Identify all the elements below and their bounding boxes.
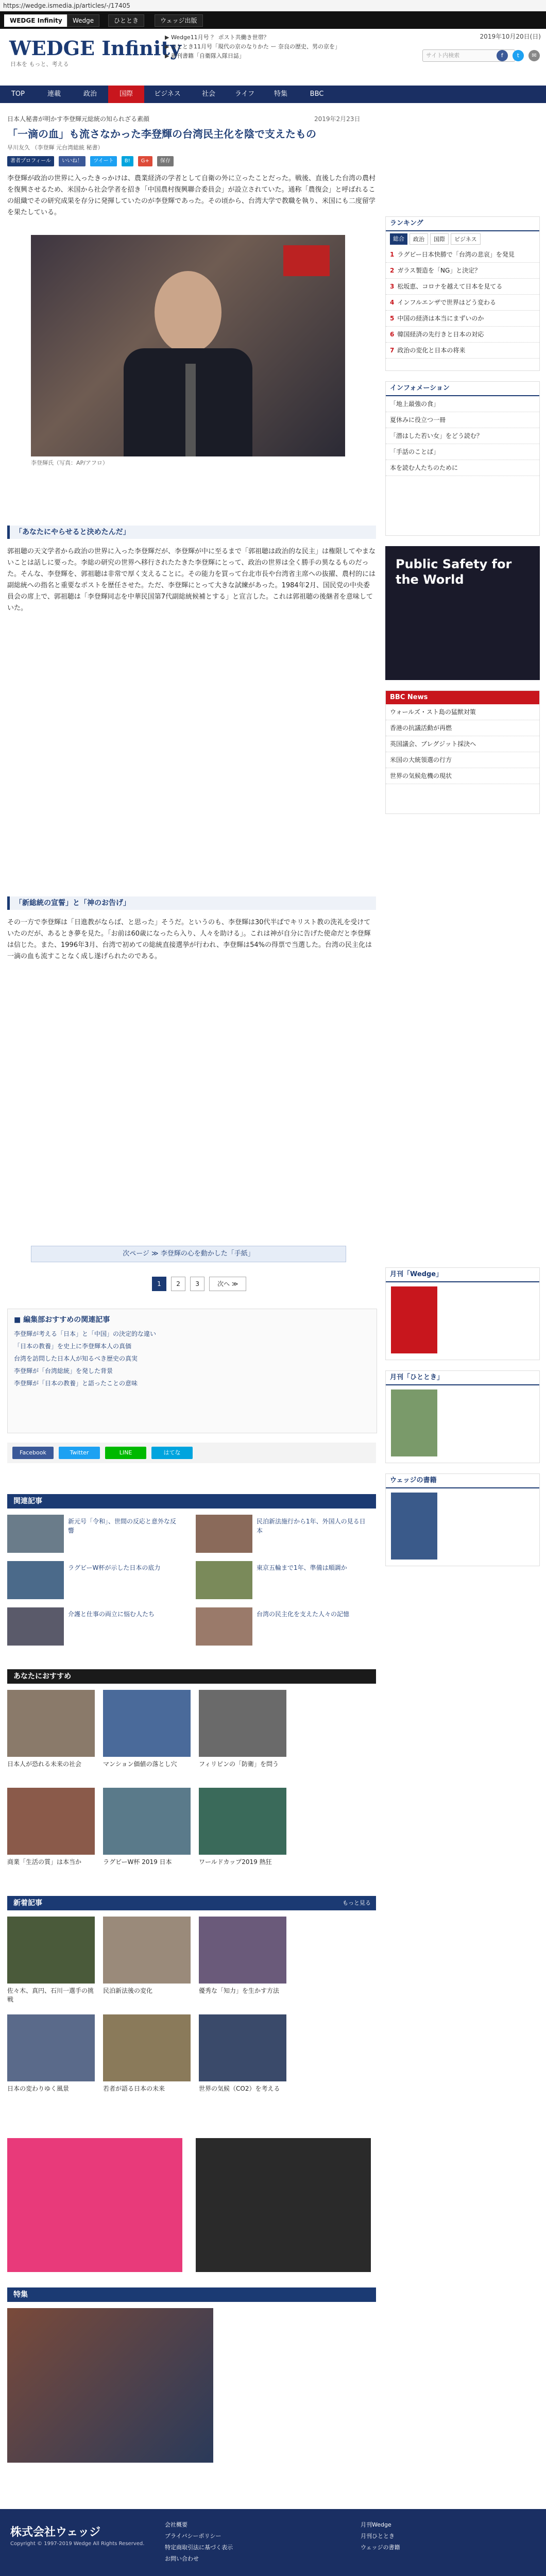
new-card[interactable] (7, 1917, 95, 2004)
ranking-tab[interactable]: 総合 (390, 233, 407, 245)
info-item[interactable]: 「地上最強の食」 (386, 396, 539, 412)
card-title: 優秀な「知力」を生かす方法 (199, 1987, 280, 1994)
nav-bbc[interactable]: BBC (310, 90, 324, 98)
card-title: マンション価値の落とし穴 (103, 1760, 177, 1768)
related-links-title: ■ 編集部おすすめの関連記事 (14, 1316, 110, 1324)
card-thumb (7, 1515, 64, 1553)
header-news-item[interactable]: ▶ ひととき11月号「現代の京のなりかた ー 奈良の歴史、男の京を」 (165, 43, 340, 50)
global-nav (0, 86, 546, 103)
article-series[interactable]: 日本人秘書が明かす李登輝元総統の知られざる素顔 (7, 115, 150, 123)
card-image (103, 1788, 191, 1855)
monthly-wedge-box (385, 1267, 540, 1360)
tab-wedge-books[interactable]: ウェッジ出版 (155, 14, 203, 27)
section-heading: 「あなたにやらせると決めたんだ」 (7, 526, 376, 539)
recommend-card[interactable] (199, 1788, 286, 1867)
recommend-card[interactable] (199, 1690, 286, 1769)
card-title: 台湾の民主化を支えた人々の記憶 (257, 1611, 350, 1618)
microphone (185, 364, 196, 456)
related-link[interactable]: 「日本の教養」を史上に李登輝本人の真価 (14, 1343, 132, 1350)
card-title: 東京五輪まで1年、準備は順調か (257, 1564, 347, 1571)
book-cover[interactable] (391, 1493, 437, 1560)
hitotoki-title: 月刊「ひととき」 (386, 1371, 539, 1385)
related-link[interactable]: 李登輝が「日本の教養」と語ったことの意味 (14, 1380, 138, 1387)
card-title: ワールドカップ2019 熱狂 (199, 1858, 272, 1866)
card-image (7, 1917, 95, 1984)
search-input[interactable]: サイト内検索 (422, 49, 515, 62)
hitotoki-box (385, 1370, 540, 1463)
page-2[interactable]: 2 (171, 1277, 185, 1291)
nav-business[interactable]: ビジネス (154, 90, 181, 98)
card-title: 介護と仕事の両立に悩む人たち (68, 1611, 155, 1618)
recommend-card[interactable] (7, 1788, 95, 1867)
footer-link[interactable]: お問い合わせ (165, 2555, 199, 2562)
ranking-item[interactable]: 6 韓国経済の先行きと日本の対応 (386, 327, 539, 343)
nav-international[interactable]: 国際 (108, 86, 144, 103)
bbc-box (385, 690, 540, 814)
card-image (199, 2014, 286, 2081)
nav-series[interactable]: 連載 (47, 90, 61, 98)
site-footer (0, 2509, 546, 2576)
ranking-item[interactable]: 4 インフルエンザで世界はどう変わる (386, 295, 539, 311)
page-1[interactable]: 1 (152, 1277, 166, 1291)
gplus-button[interactable]: G+ (138, 156, 152, 166)
monthly-title: 月刊「Wedge」 (386, 1268, 539, 1282)
site-tagline: 日本を もっと、考える (10, 61, 69, 67)
related-card[interactable] (196, 1561, 371, 1602)
share-buttons (7, 155, 176, 166)
related-link[interactable]: 台湾を訪問した日本人が知るべき歴史の真実 (14, 1355, 138, 1362)
hatena-share[interactable]: はてな (151, 1447, 193, 1459)
header-news-item[interactable]: ▶ 新刊書籍「自衛隊入隊日誌」 (165, 53, 245, 59)
page-next[interactable]: 次へ ≫ (209, 1277, 246, 1291)
card-image (199, 1788, 286, 1855)
new-card[interactable] (199, 2014, 286, 2093)
site-header (0, 29, 546, 86)
card-thumb (196, 1561, 252, 1599)
ranking-item[interactable]: 7 政治の変化と日本の将来 (386, 343, 539, 359)
ad-banner[interactable] (7, 2138, 182, 2272)
header-social (494, 49, 540, 61)
nav-politics[interactable]: 政治 (83, 90, 97, 98)
card-title: 民泊新法後の変化 (103, 1987, 153, 1994)
special-image[interactable] (7, 2308, 213, 2463)
books-box (385, 1473, 540, 1566)
article-date: 2019年2月23日 (314, 115, 361, 123)
heading-label: あなたにおすすめ (13, 1672, 72, 1681)
recommend-card[interactable] (103, 1788, 191, 1867)
ranking-item[interactable]: 1 ラグビー日本快勝で「台湾の悲哀」を発見 (386, 247, 539, 263)
heading-label: 特集 (13, 2291, 28, 2299)
facebook-icon[interactable]: f (497, 50, 508, 61)
card-title: 新元号「令和」、世間の反応と意外な反響 (68, 1518, 177, 1534)
tweet-button[interactable]: ツイート (90, 156, 117, 166)
card-image (103, 2014, 191, 2081)
profile-button[interactable]: 著者プロフィール (7, 156, 54, 166)
footer-logo[interactable]: 株式会社ウェッジ (10, 2526, 101, 2539)
bbc-title: BBC News (386, 691, 539, 704)
section-body: その一方で李登輝は「日進教がならば、と思った」そうだ。というのも、李登輝は30代半ばでキリスト教の洗礼を受けていたのだが、あるとき夢を見た。「お前は60歳になったら入り、人々を助ける」。これは神が自分に告げた使命だと李登輝は信じた。また、1996年3月、台湾で初めての総統直接選挙が行われ、李登輝は54%の得票で当選した。台湾の民主化は一滴の血も流すことなく成し遂げられたのである。 (7, 919, 372, 960)
save-button[interactable]: 保存 (157, 156, 174, 166)
card-image (103, 1690, 191, 1757)
more-link[interactable]: もっと見る (343, 1900, 371, 1906)
bbc-item[interactable]: ウォールズ・スト島の猛獣対策 (386, 704, 539, 720)
ranking-box (385, 216, 540, 371)
nav-special[interactable]: 特集 (274, 90, 287, 98)
footer-links (165, 2519, 233, 2565)
sidebar-ad[interactable] (385, 546, 540, 680)
tab-wedge-infinity[interactable]: WEDGE Infinity (4, 14, 68, 27)
hatena-button[interactable]: B! (122, 156, 133, 166)
footer-link[interactable]: 特定商取引法に基づく表示 (165, 2544, 233, 2551)
heading-label: 新着記事 (13, 1899, 42, 1907)
card-image (7, 1788, 95, 1855)
ranking-title: ランキング (386, 217, 539, 231)
related-articles-heading (7, 1494, 376, 1509)
article-photo (31, 235, 345, 456)
card-thumb (7, 1561, 64, 1599)
section-body: 郭祖聴の天文学者から政治の世界に入った李登輝だが、李登輝が中に至るまで「郭祖聴は政治的な民主」は権限してやまないことは話しに要った。李総の研究の世界へ移行されたたきた李登輝にとって、政治の世界は全く勝手の異なるものだった。そんな、李登輝を、郭祖聴は非常で厚く支えることに。その能力を買って台北市長や台湾省主席への抜擢、農村的には副総統への指名と重要なポストを歴任させた。ただ、李登輝にとって大きな試練があった。1984年2月、国民党の中央委員会の席上で、郭祖聴は「李登輝同志を中華民国第7代副総統候補とする」と宣言した。これは郭祖聴の後継者を意味していた。 (7, 548, 376, 612)
sns-share-bar (7, 1443, 376, 1463)
tab-wedge[interactable]: Wedge (67, 14, 99, 27)
card-image (199, 1690, 286, 1757)
nav-life[interactable]: ライフ (234, 90, 255, 98)
info-item[interactable]: 夏休みに役立つ一冊 (386, 412, 539, 428)
recommend-card[interactable] (103, 1690, 191, 1769)
footer-link[interactable]: 月刊Wedge (361, 2521, 391, 2528)
new-card[interactable] (199, 1917, 286, 1995)
related-card[interactable] (196, 1515, 371, 1556)
mail-icon[interactable]: ✉ (528, 50, 540, 61)
header-news-item[interactable]: ▶ Wedge11月号 ？ ポスト共働き世帯？ (165, 34, 269, 41)
recommend-heading (7, 1669, 376, 1684)
nav-top[interactable]: TOP (11, 90, 25, 98)
ranking-item[interactable]: 5 中国の経済は本当にまずいのか (386, 311, 539, 327)
magazine-cover[interactable] (391, 1389, 437, 1456)
card-title: 世界の気候（CO2）を考える (199, 2085, 280, 2092)
card-title: 民泊新法施行から1年、外国人の見る日本 (257, 1518, 366, 1534)
new-card[interactable] (103, 2014, 191, 2093)
card-title: 佐々木、真円、石川一選手の挑戦 (7, 1987, 94, 2003)
related-card[interactable] (196, 1607, 371, 1649)
recommend-card[interactable] (7, 1690, 95, 1769)
site-logo[interactable]: WEDGE Infinity (9, 37, 181, 60)
site-tabs (0, 11, 546, 29)
line-share[interactable]: LINE (105, 1447, 146, 1459)
info-item[interactable]: 「潜はした若い女」をどう読む？ (386, 428, 539, 444)
twitter-share[interactable]: Twitter (59, 1447, 100, 1459)
facebook-share[interactable]: Facebook (12, 1447, 54, 1459)
article-author[interactable]: 早川友久 （李登輝 元台湾総統 秘書） (7, 144, 104, 151)
header-date: 2019年10月20日(日) (480, 33, 541, 40)
footer-link[interactable]: 月刊ひととき (361, 2533, 395, 2539)
heading-label: 関連記事 (13, 1497, 42, 1505)
related-card[interactable] (7, 1561, 182, 1602)
info-item[interactable]: 本を読む人たちのために (386, 460, 539, 476)
ranking-tab[interactable]: 国際 (430, 233, 449, 245)
url-text: https://wedge.ismedia.jp/articles/-/17405 (3, 2, 130, 9)
related-card[interactable] (7, 1607, 182, 1649)
footer-link[interactable]: プライバシーポリシー (165, 2533, 221, 2539)
magazine-cover[interactable] (391, 1286, 437, 1353)
footer-link[interactable]: 会社概要 (165, 2521, 187, 2528)
related-links-box (7, 1309, 377, 1433)
card-image (7, 2014, 95, 2081)
card-title: 商業「生活の質」は本当か (7, 1858, 82, 1866)
footer-copyright: Copyright © 1997-2019 Wedge All Rights Reserved. (10, 2541, 145, 2547)
new-articles-heading (7, 1896, 376, 1910)
card-title: 若者が語る日本の未来 (103, 2085, 165, 2092)
card-title: 日本人が恐れる未来の社会 (7, 1760, 82, 1768)
bbc-item[interactable]: 英国議会、ブレグジット採決へ (386, 736, 539, 752)
related-link[interactable]: 李登輝が考える「日本」と「中国」の決定的な違い (14, 1330, 157, 1337)
footer-links (361, 2519, 400, 2553)
related-card[interactable] (7, 1515, 182, 1556)
new-card[interactable] (7, 2014, 95, 2093)
card-thumb (196, 1515, 252, 1553)
new-card[interactable] (103, 1917, 191, 1995)
ad-text: Public Safety for the World (396, 557, 512, 587)
card-image (103, 1917, 191, 1984)
flag-shape (283, 245, 330, 276)
bbc-item[interactable]: 米国の大統領選の行方 (386, 752, 539, 768)
card-image (199, 1917, 286, 1984)
next-page-link[interactable]: 次ページ ≫ 李登輝の心を動かした「手紙」 (31, 1246, 346, 1262)
ranking-item[interactable]: 2 ガラス製造を「NG」と決定？ (386, 263, 539, 279)
section-heading: 「新総統の宣誓」と「神のお告げ」 (7, 896, 376, 910)
twitter-icon[interactable]: t (513, 50, 524, 61)
ad-banner[interactable] (196, 2138, 371, 2272)
article-lead: 李登輝が政治の世界に入ったきっかけは、農業経済の学者として自衛の外に立ったことだった。戦後、直後した台湾の農村を復興させるため、米国から社会学者を招き「中国農村復興聯合委員会」が設立されていた。通称「農復会」と呼ばれるこの組織でその研究成果を存分に発揮していたのが李登輝であった。その頃から、台湾大学で教職を執り、米国にも二度留学を果たしている。 (7, 175, 376, 216)
card-title: ラグビーW杯 2019 日本 (103, 1858, 172, 1866)
page-3[interactable]: 3 (190, 1277, 204, 1291)
photo-caption: 李登輝氏（写真：AP/アフロ） (31, 460, 108, 466)
bbc-item[interactable]: 世界の気候危機の現状 (386, 768, 539, 784)
footer-link[interactable]: ウェッジの書籍 (361, 2544, 400, 2551)
card-title: 日本の変わりゆく風景 (7, 2085, 70, 2092)
related-link[interactable]: 李登輝が「台湾総統」を発した背景 (14, 1367, 113, 1375)
speaker-head (155, 271, 221, 353)
bbc-item[interactable]: 香港の抗議活動が再燃 (386, 720, 539, 736)
card-title: フィリピンの「防衛」を問う (199, 1760, 279, 1768)
nav-society[interactable]: 社会 (201, 90, 215, 98)
info-title: インフォメーション (386, 382, 539, 396)
card-thumb (196, 1607, 252, 1646)
pagination (152, 1277, 248, 1291)
article-title: 「一滴の血」も流さなかった李登輝の台湾民主化を陰で支えたもの (7, 128, 316, 140)
card-image (7, 1690, 95, 1757)
books-title: ウェッジの書籍 (386, 1474, 539, 1488)
card-title: ラグビーW杯が示した日本の底力 (68, 1564, 161, 1571)
tab-hitotoki[interactable]: ひととき (108, 14, 144, 27)
address-bar[interactable] (0, 0, 546, 11)
info-box (385, 381, 540, 536)
special-heading (7, 2287, 376, 2302)
ranking-item[interactable]: 3 松坂恵、コロナを越えて日本を見てる (386, 279, 539, 295)
info-item[interactable]: 「手話のことば」 (386, 444, 539, 460)
header-news (165, 33, 340, 61)
like-button[interactable]: いいね！ (59, 156, 86, 166)
ranking-tab[interactable]: 政治 (410, 233, 428, 245)
ranking-tab[interactable]: ビジネス (451, 233, 481, 245)
card-thumb (7, 1607, 64, 1646)
